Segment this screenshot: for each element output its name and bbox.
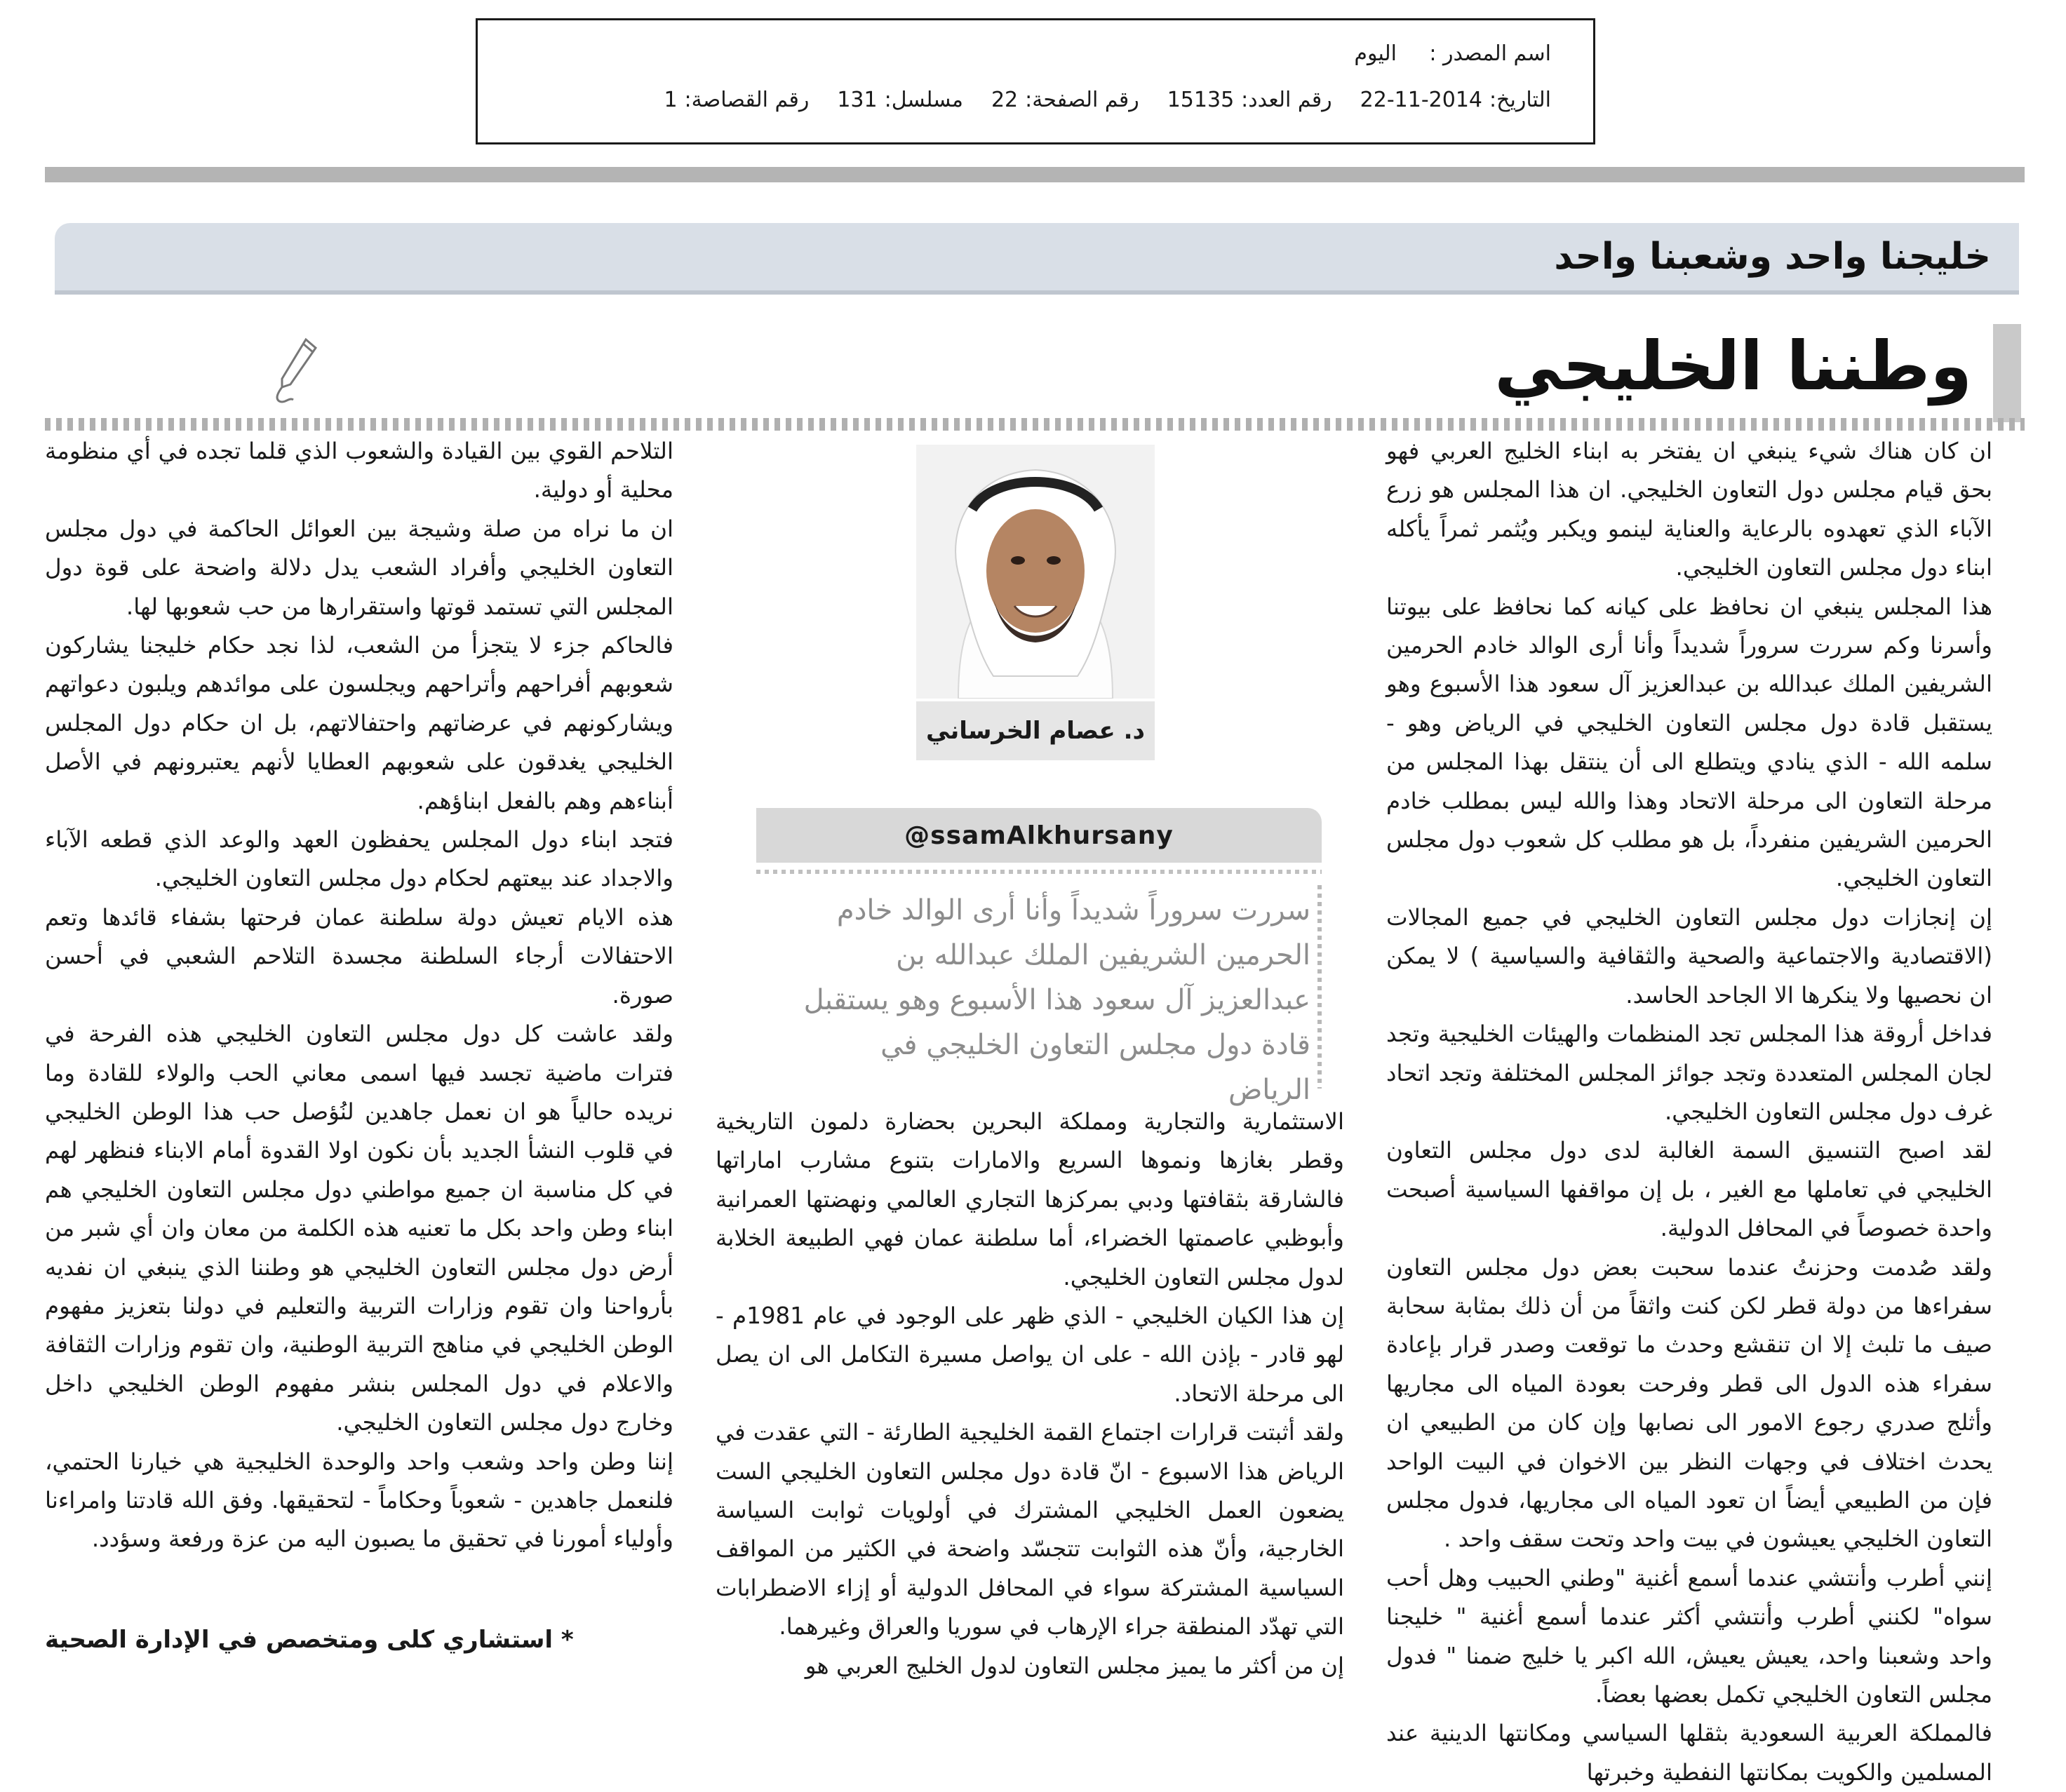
- paragraph: فالحاكم جزء لا يتجزأ من الشعب، لذا نجد حكام خليجنا يشاركون شعوبهم أفراحهم وأتراحهم ويجلسون على موائدهم ويلبون دعواتهم ويشاركونهم في عرضاتهم واحتفالاتهم، بل ان حكام دول المجلس الخليجي يغدقون على شعوبهم العطايا لأنهم يعتبرونهم في الأصل أبناءهم وهم بالفعل ابناؤهم.: [45, 632, 673, 814]
- paragraph: التلاحم القوي بين القيادة والشعوب الذي قلما تجده في أي منظومة محلية أو دولية.: [45, 438, 673, 504]
- article-column-middle: [716, 1103, 1344, 1685]
- author-footnote: * استشاري كلى ومتخصص في الإدارة الصحية: [45, 1626, 574, 1654]
- source-value: اليوم: [1354, 41, 1397, 66]
- paragraph: إننا وطن واحد وشعب واحد والوحدة الخليجية هي خيارنا الحتمي، فلنعمل جاهدين - شعوباً وحكاماً - لتحقيقها. وفق الله قادتنا وامراءنا وأولياء أمورنا في تحقيق ما يصبون اليه من عزة ورفعة وسؤدد.: [45, 1448, 673, 1553]
- paragraph: إنني أطرب وأنتشي عندما أسمع أغنية "وطني الحبيب وهل أحب سواه" لكنني أطرب وأنتشي أكثر عندما أسمع أغنية " خليجنا واحد وشعبنا واحد، يعيش يعيش، الله اكبر يا خليج ضمنا " فدول مجلس التعاون الخليجي تكمل بعضها بعضاً.: [1386, 1564, 1992, 1708]
- author-handle: @ssamAlkhursany: [756, 808, 1322, 863]
- issue-label: رقم العدد:: [1241, 88, 1332, 112]
- handle-dotted-rule: [756, 870, 1322, 874]
- author-photo: [916, 445, 1155, 699]
- pen-icon: [272, 335, 321, 405]
- header-rule: [45, 167, 2025, 182]
- clip-item: [664, 88, 809, 112]
- headline-dotted-rule: [45, 418, 2025, 431]
- paragraph: ولقد صُدمت وحزنتُ عندما سحبت بعض دول مجلس التعاون سفراءها من دولة قطر لكن كنت واثقاً من أن ذلك بمثابة سحابة صيف ما تلبث إلا ان تنقشع وحدث ما توقعت وصدر قرار بإعادة سفراء هذه الدول الى قطر وفرحت بعودة المياه الى مجاريها وأثلج صدري رجوع الامور الى نصابها وإن كان من الطبيعي ان يحدث اختلاف في وجهات النظر بين الاخوان في البيت الواحد فإن من الطبيعي أيضاً ان تعود المياه الى مجاريها، فدول مجلس التعاون الخليجي يعيشون في بيت واحد وتحت سقف واحد .: [1386, 1253, 1992, 1553]
- article-column-left: [45, 432, 673, 1559]
- date-value: 22-11-2014: [1360, 88, 1483, 112]
- issue-value: 15135: [1167, 88, 1235, 112]
- pull-quote: سررت سروراً شديداً وأنا أرى الوالد خادم الحرمين الشريفين الملك عبدالله بن عبدالعزيز آل سعود هذا الأسبوع وهو يستقبل قادة دول مجلس التعاون الخليجي في الرياض: [803, 894, 1310, 1106]
- paragraph: الاستثمارية والتجارية ومملكة البحرين بحضارة دلمون التاريخية وقطر بغازها ونموها السريع والامارات بتنوع مشارب اماراتها فالشارقة بثقافتها ودبي بمركزها التجاري العالمي ونهضتها العمرانية وأبوظبي عاصمتها الخضراء، أما سلطنة عمان فهي الطبيعة الخلابة لدول مجلس التعاون الخليجي.: [716, 1108, 1344, 1291]
- source-label: اسم المصدر :: [1429, 41, 1551, 66]
- issue-item: [1167, 88, 1332, 112]
- paragraph: ان ما نراه من صلة وشيجة بين العوائل الحاكمة في دول مجلس التعاون الخليجي وأفراد الشعب يدل دلالة واضحة على قوة دول المجلس التي تستمد قوتها واستقرارها من حب شعوبها لها.: [45, 515, 673, 620]
- serial-value: 131: [837, 88, 878, 112]
- paragraph: فتجد ابناء دول المجلس يحفظون العهد والوعد الذي قطعه الآباء والاجداد عند بيعتهم لحكام دول مجلس التعاون الخليجي.: [45, 826, 673, 892]
- date-label: التاريخ:: [1489, 88, 1551, 112]
- page-value: 22: [991, 88, 1019, 112]
- article-kicker: خليجنا واحد وشعبنا واحد: [55, 223, 2019, 295]
- quote-side-rule: [1317, 885, 1322, 1089]
- headline-text: وطننا الخليجي: [1494, 327, 1972, 405]
- paragraph: إن إنجازات دول مجلس التعاون الخليجي في جميع المجالات (الاقتصادية والاجتماعية والصحية والثقافية والسياسية ) لا يمكن ان نحصيها ولا ينكرها الا الجاحد الحاسد.: [1386, 903, 1992, 1009]
- paragraph: إن هذا الكيان الخليجي - الذي ظهر على الوجود في عام 1981م - لهو قادر - بإذن الله - على ان يواصل مسيرة التكامل الى ان يصل الى مرحلة الاتحاد.: [716, 1302, 1344, 1407]
- clip-value: 1: [664, 88, 678, 112]
- paragraph: هذا المجلس ينبغي ان نحافظ على كيانه كما نحافظ على بيوتنا وأسرنا وكم سررت سروراً شديداً وأنا أرى الوالد خادم الحرمين الشريفين الملك عبدالله بن عبدالعزيز آل سعود هذا الأسبوع وهو يستقبل قادة دول مجلس التعاون الخليجي في الرياض وهو - سلمه الله - الذي ينادي ويتطلع الى أن ينتقل بهذا المجلس من مرحلة التعاون الى مرحلة الاتحاد وهذا والله ليس بمطلب خادم الحرمين الشريفين منفرداً، بل هو مطلب كل شعوب دول مجلس التعاون الخليجي.: [1386, 593, 1992, 892]
- source-row: [1354, 41, 1551, 66]
- paragraph: فالمملكة العربية السعودية بثقلها السياسي ومكانتها الدينية عند المسلمين والكويت بمكانتها النفطية وخبرتها: [1386, 1720, 1992, 1786]
- paragraph: فداخل أروقة هذا المجلس تجد المنظمات والهيئات الخليجية وتجد لجان المجلس المتعددة وتجد جوائز المجلس المختلفة وتجد اتحاد غرف دول مجلس التعاون الخليجي.: [1386, 1020, 1992, 1125]
- clip-label: رقم القصاصة:: [684, 88, 810, 112]
- date-item: [1360, 88, 1551, 112]
- serial-label: مسلسل:: [884, 88, 963, 112]
- serial-item: [837, 88, 963, 112]
- paragraph: إن من أكثر ما يميز مجلس التعاون لدول الخليج العربي هو: [805, 1652, 1344, 1679]
- source-metadata-box: [476, 18, 1595, 144]
- article-column-right: [1386, 432, 1992, 1792]
- page-label: رقم الصفحة:: [1025, 88, 1139, 112]
- page-item: [991, 88, 1139, 112]
- paragraph: لقد اصبح التنسيق السمة الغالبة لدى دول مجلس التعاون الخليجي في تعاملها مع الغير ، بل إن مواقفها السياسية أصبحت واحدة خصوصاً في المحافل الدولية.: [1386, 1137, 1992, 1242]
- headline-accent-bar: [1993, 324, 2021, 422]
- paragraph: هذه الايام تعيش دولة سلطنة عمان فرحتها بشفاء قائدها وتعم الاحتفالات أرجاء السلطنة مجسدة التلاحم الشعبي في أحسن صورة.: [45, 903, 673, 1009]
- author-name: د. عصام الخرساني: [916, 701, 1155, 760]
- paragraph: ان كان هناك شيء ينبغي ان يفتخر به ابناء الخليج العربي فهو بحق قيام مجلس دول التعاون الخليجي. ان هذا المجلس هو زرع الآباء الذي تعهدوه بالرعاية والعناية لينمو ويكبر ويُثمر ثمراً يأكله ابناء دول مجلس التعاون الخليجي.: [1386, 438, 1992, 581]
- paragraph: ولقد أثبتت قرارات اجتماع القمة الخليجية الطارئة - التي عقدت في الرياض هذا الاسبوع - انّ قادة دول مجلس التعاون الخليجي الست يضعون العمل الخليجي المشترك في أولويات ثوابت السياسة الخارجية، وأنّ هذه الثوابت تتجسّد واضحة في الكثير من المواقف السياسية المشتركة سواء في المحافل الدولية أو إزاء الاضطرابات التي تهدّد المنطقة جراء الإرهاب في سوريا والعراق وغيرهما.: [716, 1419, 1344, 1641]
- paragraph: ولقد عاشت كل دول مجلس التعاون الخليجي هذه الفرحة في فترات ماضية تجسد فيها اسمى معاني الحب والولاء للقادة وما نريده حالياً هو ان نعمل جاهدين لنُؤصل حب هذا الوطن الخليجي في قلوب النشأ الجديد بأن نكون اولا القدوة أمام الابناء فنظهر لهم في كل مناسبة ان جميع مواطني دول مجلس التعاون الخليجي هم ابناء وطن واحد بكل ما تعنيه هذه الكلمة من معان وان أي شبر من أرض دول مجلس التعاون الخليجي هو وطننا الذي ينبغي ان نفديه بأرواحنا وان تقوم وزارات التربية والتعليم في دولنا بتعزيز مفهوم الوطن الخليجي في مناهج التربية الوطنية، وان تقوم وزارات الثقافة والاعلام في دول المجلس بنشر مفهوم الوطن الخليجي داخل وخارج دول مجلس التعاون الخليجي.: [45, 1020, 673, 1436]
- clip-details-row: [664, 88, 1551, 112]
- article-headline: [1494, 324, 2021, 408]
